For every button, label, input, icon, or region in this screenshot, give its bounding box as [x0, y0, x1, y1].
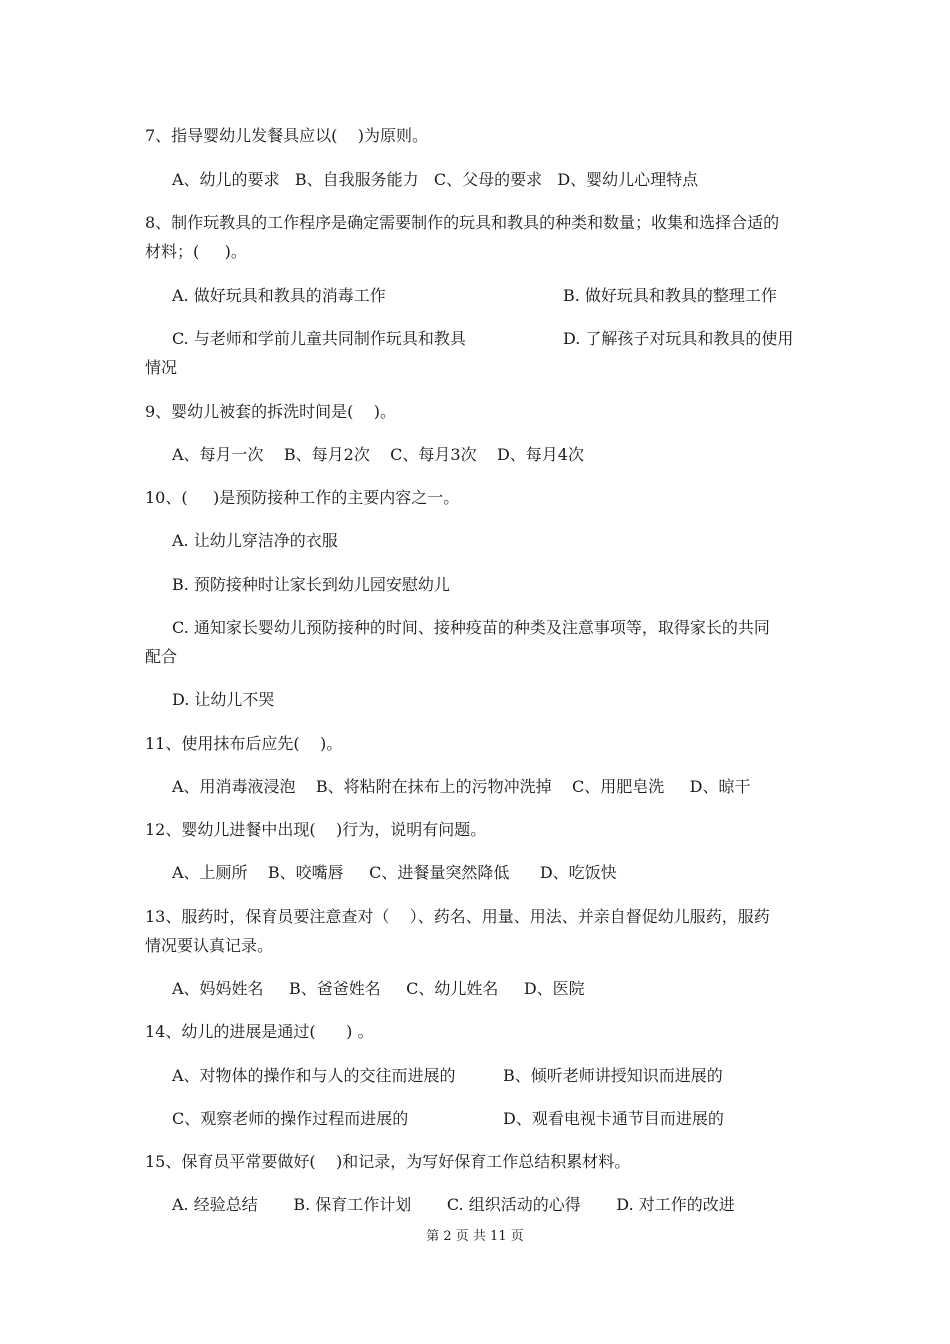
question-8-option-a: A. 做好玩具和教具的消毒工作 [172, 286, 386, 305]
question-14-option-c: C、观察老师的操作过程而进展的 [172, 1109, 409, 1128]
question-8-stem: 8、制作玩教具的工作程序是确定需要制作的玩具和教具的种类和数量；收集和选择合适的 [145, 213, 780, 232]
question-9-options: A、每月一次 B、每月2次 C、每月3次 D、每月4次 [172, 445, 584, 464]
question-13-stem: 13、服药时，保育员要注意查对（ ）、药名、用量、用法、并亲自督促幼儿服药，服药 [145, 907, 770, 926]
question-8-option-d: D. 了解孩子对玩具和教具的使用 [563, 329, 794, 348]
question-11-options: A、用消毒液浸泡 B、将粘附在抹布上的污物冲洗掉 C、用肥皂洗 D、晾干 [172, 777, 751, 796]
question-12-options: A、上厕所 B、咬嘴唇 C、进餐量突然降低 D、吃饭快 [172, 863, 617, 882]
question-14-stem: 14、幼儿的进展是通过( ) 。 [145, 1022, 374, 1041]
question-8-stem-cont: 材料；( )。 [145, 242, 247, 261]
question-13-options: A、妈妈姓名 B、爸爸姓名 C、幼儿姓名 D、医院 [172, 979, 585, 998]
question-10-option-c: C. 通知家长婴幼儿预防接种的时间、接种疫苗的种类及注意事项等，取得家长的共同 [172, 618, 770, 637]
question-7-stem: 7、指导婴幼儿发餐具应以( )为原则。 [145, 126, 429, 145]
question-10-stem: 10、( )是预防接种工作的主要内容之一。 [145, 488, 460, 507]
question-13-stem-cont: 情况要认真记录。 [145, 936, 274, 955]
question-10-option-a: A. 让幼儿穿洁净的衣服 [172, 531, 338, 550]
question-11-stem: 11、使用抹布后应先( )。 [145, 734, 343, 753]
question-15-options: A. 经验总结 B. 保育工作计划 C. 组织活动的心得 D. 对工作的改进 [172, 1195, 735, 1214]
question-14-option-b: B、倾听老师讲授知识而进展的 [503, 1066, 723, 1085]
question-10-option-b: B. 预防接种时让家长到幼儿园安慰幼儿 [172, 575, 450, 594]
question-14-option-d: D、观看电视卡通节目而进展的 [503, 1109, 724, 1128]
page-number-footer: 第 2 页 共 11 页 [426, 1229, 524, 1244]
question-7-options: A、幼儿的要求 B、自我服务能力 C、父母的要求 D、婴幼儿心理特点 [172, 170, 699, 189]
question-15-stem: 15、保育员平常要做好( )和记录，为写好保育工作总结积累材料。 [145, 1152, 631, 1171]
question-12-stem: 12、婴幼儿进餐中出现( )行为，说明有问题。 [145, 820, 487, 839]
question-10-option-d: D. 让幼儿不哭 [172, 690, 275, 709]
question-14-option-a: A、对物体的操作和与人的交往而进展的 [172, 1066, 456, 1085]
question-9-stem: 9、婴幼儿被套的拆洗时间是( )。 [145, 402, 397, 421]
question-10-option-c-cont: 配合 [145, 647, 178, 666]
question-8-option-d-cont: 情况 [145, 358, 178, 377]
question-8-option-c: C. 与老师和学前儿童共同制作玩具和教具 [172, 329, 466, 348]
question-8-option-b: B. 做好玩具和教具的整理工作 [563, 286, 777, 305]
